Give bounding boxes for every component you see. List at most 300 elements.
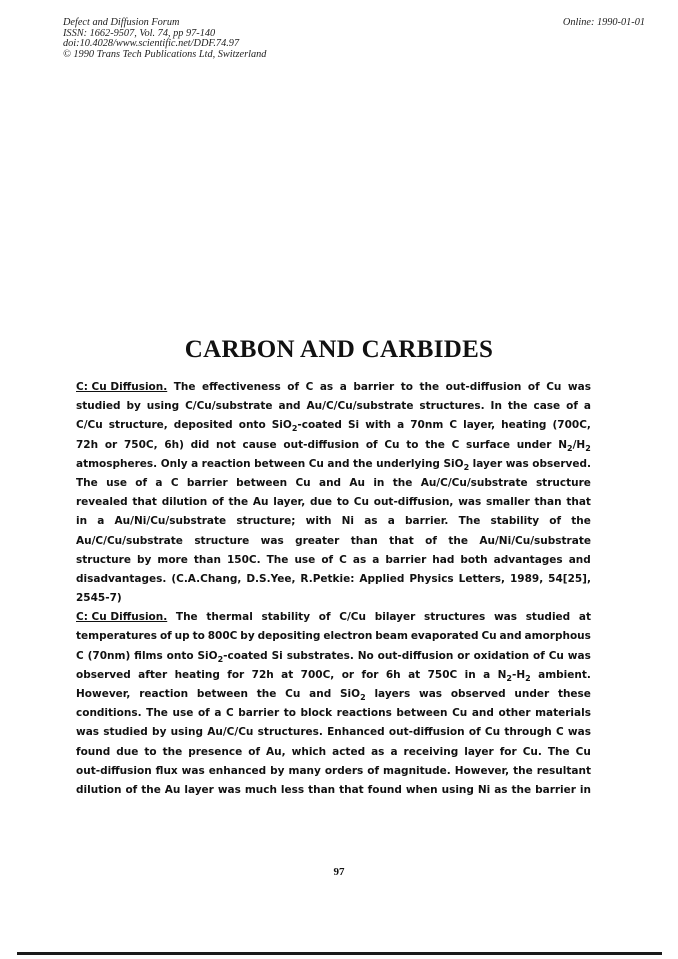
word: out-diffusion, (373, 496, 454, 509)
word: of (527, 381, 540, 393)
word: the (162, 745, 183, 758)
word: Si (348, 419, 360, 432)
word: a (390, 745, 398, 758)
word: studied (76, 400, 121, 413)
word: flux (155, 764, 178, 777)
word: was (76, 726, 100, 739)
journal-header (63, 18, 266, 60)
word: use (294, 553, 316, 566)
word: dilution (76, 783, 122, 796)
word: of (135, 476, 148, 489)
word: observed. (532, 457, 591, 470)
word: Au/C/Cu/substrate (420, 476, 528, 489)
text-line (76, 781, 591, 800)
word: had (432, 553, 455, 566)
word: The (76, 476, 98, 489)
word: to (406, 438, 419, 451)
word: structure; (236, 515, 296, 528)
word: heating (501, 419, 547, 432)
word: by (240, 630, 255, 643)
word: C/Cu (76, 419, 103, 432)
word: than (350, 534, 378, 547)
word: Cu (285, 688, 301, 700)
word: was (493, 611, 517, 624)
word: of (125, 783, 138, 796)
text-line (76, 512, 591, 531)
word: studied (103, 726, 148, 739)
word: by (152, 726, 167, 739)
word: a (397, 419, 405, 432)
word: barrier (186, 476, 228, 489)
word: onto (166, 649, 194, 662)
word: The (547, 745, 570, 758)
word: barrier (535, 783, 576, 796)
word: substrates. (286, 649, 354, 662)
word: SiO 2 -coated (271, 419, 342, 434)
word: electron (323, 630, 373, 643)
word: bilayer (374, 611, 416, 624)
word: amorphous (524, 630, 591, 643)
word: structures (424, 611, 486, 624)
word: to (400, 381, 413, 393)
word: the (141, 783, 161, 796)
word: by (126, 400, 141, 413)
word: oxidation (473, 649, 530, 662)
entry-heading: C: Cu Diffusion. (76, 381, 168, 393)
word: to (144, 745, 157, 758)
word: use (106, 476, 127, 489)
word: a (483, 668, 491, 681)
word: smaller (485, 496, 530, 509)
word: Au/C/Cu/substrate (306, 400, 414, 413)
word: was (567, 726, 591, 739)
word: was (505, 457, 529, 470)
word: and (309, 688, 332, 700)
page-number: 97 (333, 866, 345, 878)
word: a (191, 457, 199, 470)
word: Cu (548, 649, 564, 662)
word: 750C, (123, 438, 158, 451)
word: evaporated (410, 630, 479, 643)
word: Cu (546, 381, 562, 393)
word: at (408, 668, 421, 681)
word: did (190, 438, 210, 451)
word: R.Petkie: (300, 572, 355, 585)
word: reactions (336, 707, 392, 720)
word: for (361, 668, 379, 681)
word: or (341, 668, 355, 681)
word: films (134, 649, 163, 662)
word: onto (238, 419, 266, 432)
word: 72h (76, 438, 99, 451)
word: Cu (295, 476, 311, 489)
word: Cu. (522, 745, 542, 758)
word: less (280, 783, 305, 796)
word: between (236, 476, 288, 489)
word: as (371, 745, 385, 758)
word: Cu (452, 707, 468, 720)
word: reaction (201, 457, 251, 470)
word: of (425, 534, 437, 547)
word: the (513, 764, 533, 777)
word: out-diffusion (388, 726, 465, 739)
word: more (157, 553, 188, 566)
word: Applied (359, 572, 405, 585)
text-line (76, 743, 591, 762)
word: by (270, 764, 285, 777)
word: and (278, 400, 301, 413)
word: of (211, 496, 224, 509)
word: observed (450, 688, 506, 700)
word: as (494, 783, 508, 796)
text-line (76, 455, 591, 474)
word: Cu (384, 438, 400, 451)
word: to (283, 707, 296, 720)
word: that (132, 496, 157, 509)
issn-line: ISSN: 1662-9507, Vol. 74, pp 97-140 (63, 27, 216, 39)
word: or (104, 438, 118, 451)
word: D.S.Yee, (246, 572, 296, 585)
word: Cu (308, 457, 324, 470)
word: enhanced (208, 764, 267, 777)
word: much (244, 783, 277, 796)
word: reaction (139, 688, 189, 700)
word: and (568, 553, 591, 566)
word: out-diffusion (283, 438, 360, 451)
word: layer (184, 783, 214, 796)
footer-rule (17, 952, 662, 955)
word: advantages (493, 553, 563, 566)
word: of (318, 611, 331, 624)
word: observed (76, 668, 131, 681)
word: C/Cu/substrate (185, 400, 273, 413)
word: in (373, 476, 385, 489)
word: of (549, 515, 562, 528)
word: Si (271, 649, 283, 662)
word: and (499, 630, 522, 643)
word: The (173, 381, 196, 393)
text-line (76, 666, 591, 685)
word: receiving (403, 745, 459, 758)
word: than (308, 783, 336, 796)
doi-line: doi:10.4028/www.scientific.net/DDF.74.97 (63, 38, 240, 49)
text-line (76, 704, 591, 723)
text-line (76, 685, 591, 704)
text-line (76, 627, 591, 646)
word: C (305, 381, 314, 393)
copyright-line: © 1990 Trans Tech Publications Ltd, Switzerland (63, 48, 267, 60)
word: structure, (108, 419, 168, 432)
journal-name: Defect and Diffusion Forum (63, 17, 180, 28)
word: C/Cu (339, 611, 366, 624)
text-line (76, 474, 591, 493)
word: in (76, 515, 88, 528)
word: a (97, 515, 105, 528)
word: up (174, 630, 190, 643)
text-line (76, 551, 591, 570)
word: 2545-7) (76, 592, 122, 605)
word: out-diffusion (76, 764, 152, 777)
word: under (514, 688, 550, 700)
word: 800C (207, 630, 238, 643)
word: of (533, 649, 545, 662)
text-line (76, 647, 591, 666)
word: heating (174, 668, 220, 681)
word: of (321, 553, 334, 566)
word: was (458, 496, 482, 509)
word: under (516, 438, 552, 451)
word: was (260, 534, 284, 547)
word: Au (349, 476, 365, 489)
word: of (287, 381, 300, 393)
word: not (216, 438, 236, 451)
word: acted (332, 745, 366, 758)
word: and (471, 707, 494, 720)
word: N 2 -H 2 (497, 668, 531, 683)
word: Cu (575, 745, 591, 758)
word: structures. (257, 726, 323, 739)
word: C (225, 707, 234, 720)
word: than (193, 553, 221, 566)
word: thermal (206, 611, 253, 624)
word: structure (535, 476, 591, 489)
word: deposited (173, 419, 233, 432)
word: layer, (273, 496, 306, 509)
word: structure (76, 553, 131, 566)
text-line (76, 436, 591, 455)
word: that (389, 534, 414, 547)
word: C (170, 476, 179, 489)
word: atmospheres. (76, 457, 158, 470)
word: The (175, 611, 198, 624)
word: of (197, 707, 210, 720)
word: dilution (161, 496, 208, 509)
word: when (405, 783, 438, 796)
word: Letters, (458, 572, 506, 585)
word: of (248, 745, 261, 758)
word: The (266, 553, 289, 566)
word: structure (194, 534, 250, 547)
word: a (155, 476, 163, 489)
word: due (116, 745, 139, 758)
word: of (159, 630, 172, 643)
word: C (449, 419, 458, 432)
word: between (396, 707, 448, 720)
word: these (557, 688, 591, 700)
word: using (170, 726, 203, 739)
text-line (76, 378, 591, 397)
text-line (76, 397, 591, 416)
word: orders (324, 764, 364, 777)
word: studied (525, 611, 571, 624)
word: was (181, 764, 205, 777)
word: 70nm (410, 419, 444, 432)
word: of (566, 400, 578, 413)
word: at (578, 611, 591, 624)
word: Au/C/Cu/substrate (76, 534, 183, 547)
word: 72h (251, 668, 274, 681)
word: SiO 2 -coated (197, 649, 268, 664)
word: SiO 2 (340, 688, 366, 702)
word: No (357, 649, 374, 662)
word: N 2 /H 2 (558, 438, 591, 453)
word: 750C (427, 668, 458, 681)
word: was (567, 381, 591, 393)
word: was (217, 783, 241, 796)
word: Cu (353, 496, 369, 509)
word: 150C. (226, 553, 261, 566)
word: between (196, 688, 248, 700)
word: layers (374, 688, 411, 700)
word: the (228, 496, 249, 509)
word: beam (375, 630, 408, 643)
word: using (441, 783, 474, 796)
word: the (353, 457, 373, 470)
word: revealed (76, 496, 128, 509)
word: out-diffusion (377, 649, 454, 662)
word: stability (490, 515, 540, 528)
word: for (227, 668, 245, 681)
word: Au/Ni/Cu/substrate (479, 534, 591, 547)
word: with (305, 515, 332, 528)
word: a (372, 553, 380, 566)
word: of (468, 726, 481, 739)
word: the (419, 381, 440, 393)
word: to (192, 630, 205, 643)
text-line (76, 608, 591, 627)
text-line (76, 589, 591, 608)
word: (C.A.Chang, (171, 572, 242, 585)
word: Cu (484, 726, 501, 739)
word: found (367, 783, 402, 796)
word: the (256, 688, 277, 700)
text-line (76, 570, 591, 589)
word: in (579, 783, 591, 796)
word: many (288, 764, 321, 777)
word: with (365, 419, 392, 432)
text-line (76, 493, 591, 512)
word: C (555, 726, 564, 739)
word: Ni (341, 515, 355, 528)
word: of (365, 438, 378, 451)
word: the (511, 783, 532, 796)
word: Au, (266, 745, 286, 758)
word: barrier (238, 707, 280, 720)
word: layer (472, 457, 503, 470)
word: 1989, (509, 572, 544, 585)
word: 54[25], (548, 572, 591, 585)
word: barrier. (405, 515, 449, 528)
section-title: CARBON AND CARBIDES (184, 336, 494, 363)
word: Ni (477, 783, 491, 796)
word: by (136, 553, 152, 566)
word: Only (160, 457, 188, 470)
word: to (336, 496, 350, 509)
word: a (339, 381, 347, 393)
word: Au/Ni/Cu/substrate (114, 515, 227, 528)
word: in (464, 668, 476, 681)
word: structures. (419, 400, 485, 413)
abstract-body (76, 378, 591, 800)
word: layer, (463, 419, 496, 432)
word: 700C, (300, 668, 335, 681)
word: greater (295, 534, 340, 547)
word: In (490, 400, 502, 413)
word: effectiveness (202, 381, 281, 393)
online-date: Online: 1990-01-01 (562, 17, 645, 28)
word: than (534, 496, 562, 509)
text-line (76, 762, 591, 781)
word: through (504, 726, 552, 739)
word: and (318, 476, 342, 489)
word: layer (464, 745, 494, 758)
word: cause (242, 438, 277, 451)
word: temperatures (76, 630, 158, 643)
word: was (567, 649, 591, 662)
word: the (571, 515, 591, 528)
word: 6h (385, 668, 401, 681)
word: conditions. (76, 707, 142, 720)
word: the (425, 438, 445, 451)
word: after (138, 668, 168, 681)
word: that (339, 783, 364, 796)
word: C (76, 649, 84, 662)
word: depositing (257, 630, 321, 643)
word: Physics (409, 572, 454, 585)
word: between (254, 457, 306, 470)
word: Au/C/Cu (207, 726, 254, 739)
word: as (352, 553, 367, 566)
word: presence (188, 745, 243, 758)
word: Au (164, 783, 181, 796)
word: C (339, 553, 347, 566)
word: The (458, 515, 481, 528)
word: underlying (376, 457, 440, 470)
word: the (392, 476, 413, 489)
word: both (460, 553, 488, 566)
word: a (387, 515, 395, 528)
word: which (291, 745, 327, 758)
word: that (566, 496, 591, 509)
word: stability (261, 611, 311, 624)
word: or (457, 649, 470, 662)
word: as (364, 515, 378, 528)
word: as (319, 381, 334, 393)
word: use (172, 707, 194, 720)
entry-heading: C: Cu Diffusion. (76, 611, 168, 624)
word: at (281, 668, 294, 681)
word: due (309, 496, 333, 509)
text-line (76, 416, 591, 435)
text-line (76, 723, 591, 742)
word: for (499, 745, 517, 758)
text-line (76, 532, 591, 551)
word: case (533, 400, 561, 413)
word: barrier (353, 381, 395, 393)
word: Cu (481, 630, 497, 643)
word: The (146, 707, 168, 720)
word: using (146, 400, 180, 413)
word: Enhanced (327, 726, 385, 739)
word: the (448, 534, 468, 547)
word: resultant (536, 764, 591, 777)
word: Au (252, 496, 269, 509)
word: and (327, 457, 350, 470)
word: barrier (385, 553, 427, 566)
word: a (583, 400, 591, 413)
word: block (300, 707, 333, 720)
word: other (498, 707, 531, 720)
